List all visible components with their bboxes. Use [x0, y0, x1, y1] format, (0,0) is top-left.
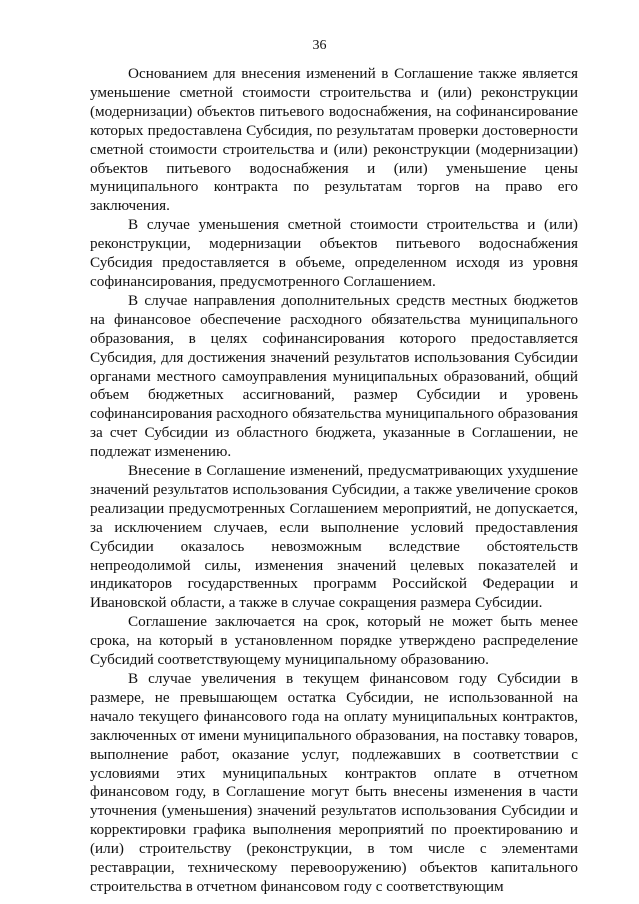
page-number: 36	[312, 38, 327, 53]
paragraph-amendment-grounds: Основанием для внесения изменений в Соглашение также является уменьшение сметной стоимости строительства и (или) реконструкции (модернизации) объектов питьевого водоснабжения, на софинансирование которых предоставлена Субсидия, по результатам проверки достоверности сметной стоимости строительства и (или) реконструкции (модернизации) объектов питьевого водоснабжения и (или) уменьшение цены муниципального контракта по результатам торгов на право его заключения.	[90, 65, 578, 215]
paragraph-agreement-term: Соглашение заключается на срок, который не может быть менее срока, на который в установленном порядке утверждено распределение Субсидий соответствующему муниципальному образованию.	[90, 613, 578, 669]
paragraph-subsidy-increase: В случае увеличения в текущем финансовом году Субсидии в размере, не превышающем остатка Субсидии, не использованной на начало текущего финансового года на оплату муниципальных контрактов, заключенных от имени муниципального образования, на поставку товаров, выполнение работ, оказание услуг, подлежавших в соответствии с условиями этих муниципальных контрактов оплате в отчетном финансовом году, в Соглашение могут быть внесены изменения в части уточнения (уменьшения) значений результатов использования Субсидии и корректировки графика выполнения мероприятий по проектированию и (или) строительству (реконструкции, в том числе с элементами реставрации, техническому перевооружению) объектов капитального строительства в отчетном финансовом году с соответствующим	[90, 670, 578, 895]
paragraph-cost-reduction: В случае уменьшения сметной стоимости строительства и (или) реконструкции, модернизации объектов питьевого водоснабжения Субсидия предоставляется в объеме, определенном исходя из уровня софинансирования, предусмотренного Соглашением.	[90, 216, 578, 290]
document-body	[90, 65, 578, 897]
paragraph-additional-funds: В случае направления дополнительных средств местных бюджетов на финансовое обеспечение расходного обязательства муниципального образования, в целях софинансирования которого предоставляется Субсидия, для достижения значений результатов использования Субсидии органами местного самоуправления муниципальных образований, общий объем бюджетных ассигнований, размер Субсидии и уровень софинансирования расходного обязательства муниципального образования за счет Субсидии из областного бюджета, указанные в Соглашении, не подлежат изменению.	[90, 291, 578, 461]
paragraph-worsening-changes: Внесение в Соглашение изменений, предусматривающих ухудшение значений результатов использования Субсидии, а также увеличение сроков реализации предусмотренных Соглашением мероприятий, не допускается, за исключением случаев, если выполнение условий предоставления Субсидии оказалось невозможным вследствие обстоятельств непреодолимой силы, изменения значений целевых показателей и индикаторов государственных программ Российской Федерации и Ивановской области, а также в случае сокращения размера Субсидии.	[90, 462, 578, 612]
